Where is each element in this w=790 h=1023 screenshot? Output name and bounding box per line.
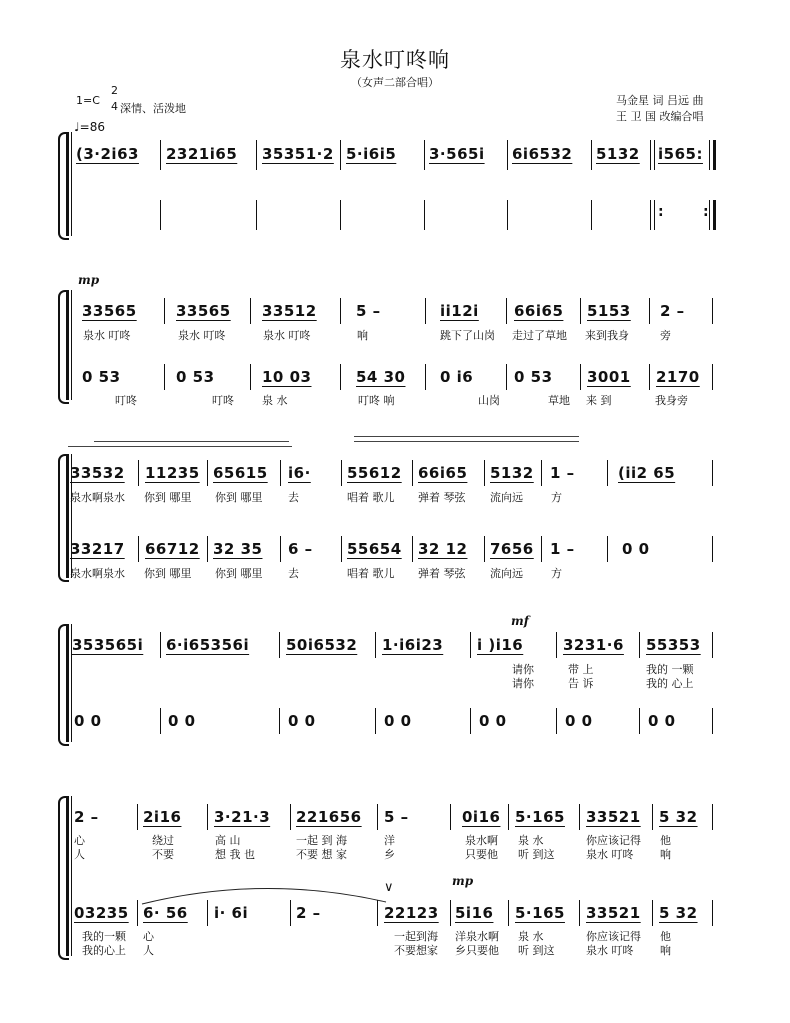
- barline: [160, 140, 161, 170]
- measure-notes: 32 12: [418, 540, 468, 558]
- barline: [654, 140, 655, 170]
- measure-notes: 2170: [656, 368, 700, 386]
- measure-notes: 5132: [490, 464, 534, 482]
- measure-notes: 2 –: [660, 302, 685, 320]
- lyric: 听 到这: [518, 944, 555, 957]
- barline: [579, 900, 580, 926]
- barline: [207, 536, 208, 562]
- measure-notes: 0 0: [288, 712, 316, 730]
- measure-notes: 5 –: [384, 808, 409, 826]
- barline: [639, 708, 640, 734]
- barline: [541, 460, 542, 486]
- lyric: 泉水 叮咚: [263, 329, 311, 342]
- lyric: 泉 水: [518, 834, 544, 847]
- barline: [470, 632, 471, 658]
- lyric: 一起 到 海: [296, 834, 347, 847]
- measure-notes: i· 6i: [214, 904, 249, 922]
- barline: [556, 632, 557, 658]
- barline: [340, 200, 341, 230]
- lyric: 去: [288, 567, 299, 580]
- breath-mark: ∨: [384, 880, 394, 895]
- barline: [650, 200, 651, 230]
- measure-notes: 55353: [646, 636, 701, 654]
- measure-notes: 33521: [586, 808, 641, 826]
- measure-notes: 0 0: [648, 712, 676, 730]
- barline: [340, 140, 341, 170]
- barline: [280, 536, 281, 562]
- barline: [580, 298, 581, 324]
- lyric: 请你: [512, 677, 534, 690]
- measure-notes: 2 –: [74, 808, 99, 826]
- barline: [290, 804, 291, 830]
- barline: [138, 536, 139, 562]
- lyric: 响: [660, 944, 671, 957]
- lyric: 我的心上: [82, 944, 126, 957]
- system-barline: [66, 796, 69, 956]
- barline: [556, 708, 557, 734]
- lyric: 听 到这: [518, 848, 555, 861]
- barline: [424, 140, 425, 170]
- barline: [340, 364, 341, 390]
- barline: [712, 708, 713, 734]
- phrase-line: [68, 446, 292, 447]
- lyric: 不要: [152, 848, 174, 861]
- lyric: 唱着 歌儿: [347, 491, 395, 504]
- barline: [160, 200, 161, 230]
- lyric: 方: [551, 567, 562, 580]
- barline: [541, 536, 542, 562]
- barline: [256, 140, 257, 170]
- end-barline: [709, 140, 710, 170]
- lyric: 唱着 歌儿: [347, 567, 395, 580]
- measure-notes: i565:: [658, 145, 703, 163]
- end-barline: [713, 140, 716, 170]
- lyric: 我的 心上: [646, 677, 694, 690]
- lyric: 绕过: [152, 834, 174, 847]
- measure-notes: 66i65: [514, 302, 564, 320]
- barline: [484, 460, 485, 486]
- barline: [412, 536, 413, 562]
- barline: [250, 364, 251, 390]
- lyric: 泉水啊泉水: [70, 567, 125, 580]
- song-title: 泉水叮咚响: [340, 48, 450, 72]
- measure-notes: 65615: [213, 464, 268, 482]
- measure-notes: 0 0: [622, 540, 650, 558]
- repeat-sign: :: [658, 204, 664, 220]
- lyric: 请你: [512, 663, 534, 676]
- measure-notes: 3·565i: [429, 145, 485, 163]
- barline: [580, 364, 581, 390]
- barline: [712, 632, 713, 658]
- lyric: 我的 一颗: [646, 663, 694, 676]
- lyric: 去: [288, 491, 299, 504]
- lyric: 响: [660, 848, 671, 861]
- barline: [425, 364, 426, 390]
- measure-notes: 0 i6: [440, 368, 474, 386]
- lyric: 泉 水: [262, 394, 288, 407]
- barline: [164, 364, 165, 390]
- measure-notes: 6· 56: [143, 904, 188, 922]
- barline: [137, 900, 138, 926]
- dynamic-mark: mp: [452, 874, 474, 888]
- repeat-sign: :: [703, 204, 709, 220]
- measure-notes: 0 0: [74, 712, 102, 730]
- measure-notes: i )i16: [477, 636, 524, 654]
- lyric: 泉水 叮咚: [83, 329, 131, 342]
- lyric: 泉水 叮咚: [178, 329, 226, 342]
- barline: [164, 298, 165, 324]
- barline: [256, 200, 257, 230]
- lyric: 洋: [384, 834, 395, 847]
- barline: [375, 632, 376, 658]
- measure-notes: 2 –: [296, 904, 321, 922]
- barline: [377, 804, 378, 830]
- measure-notes: (ii2 65: [618, 464, 676, 482]
- measure-notes: 221656: [296, 808, 362, 826]
- barline: [425, 298, 426, 324]
- measure-notes: 66i65: [418, 464, 468, 482]
- lyric: 乡: [384, 848, 395, 861]
- measure-notes: ii12i: [440, 302, 479, 320]
- lyric: 不要 想 家: [296, 848, 347, 861]
- barline: [649, 298, 650, 324]
- measure-notes: 6·i65356i: [166, 636, 250, 654]
- measure-notes: 1·i6i23: [382, 636, 444, 654]
- system-barline: [66, 624, 69, 742]
- lyric: 我身旁: [655, 394, 688, 407]
- lyric: 走过了草地: [512, 329, 567, 342]
- measure-notes: 11235: [145, 464, 200, 482]
- lyric: 乡只要他: [455, 944, 499, 957]
- lyric: 你到 哪里: [215, 491, 263, 504]
- tempo-mark: ♩=86: [74, 120, 105, 134]
- phrase-line: [354, 441, 579, 442]
- measure-notes: 6i6532: [512, 145, 573, 163]
- measure-notes: 7656: [490, 540, 534, 558]
- measure-notes: 0 53: [82, 368, 121, 386]
- barline: [506, 298, 507, 324]
- barline: [377, 900, 378, 926]
- lyric: 我的一颗: [82, 930, 126, 943]
- barline: [639, 632, 640, 658]
- measure-notes: 2i16: [143, 808, 182, 826]
- barline: [506, 364, 507, 390]
- credits-line-2: 王 卫 国 改编合唱: [616, 110, 704, 123]
- barline: [579, 804, 580, 830]
- lyric: 人: [143, 944, 154, 957]
- lyric: 心: [74, 834, 85, 847]
- barline: [507, 140, 508, 170]
- barline: [591, 140, 592, 170]
- barline: [341, 460, 342, 486]
- barline: [279, 632, 280, 658]
- expression-mark: 深情、活泼地: [120, 102, 186, 115]
- lyric: 泉 水: [518, 930, 544, 943]
- barline: [207, 804, 208, 830]
- measure-notes: (3·2i63: [76, 145, 139, 163]
- measure-notes: 0 0: [479, 712, 507, 730]
- barline: [470, 708, 471, 734]
- lyric: 你到 哪里: [144, 567, 192, 580]
- lyric: 跳下了山岗: [440, 329, 495, 342]
- measure-notes: i6·: [288, 464, 311, 482]
- barline: [591, 200, 592, 230]
- measure-notes: 5·165: [515, 904, 565, 922]
- end-barline: [709, 200, 710, 230]
- barline: [137, 804, 138, 830]
- barline: [607, 536, 608, 562]
- measure-notes: 0 0: [565, 712, 593, 730]
- lyric: 只要他: [465, 848, 498, 861]
- phrase-line: [94, 441, 289, 442]
- measure-notes: 3·21·3: [214, 808, 271, 826]
- system-barline: [66, 454, 69, 578]
- lyric: 带 上: [568, 663, 594, 676]
- lyric: 高 山: [215, 834, 241, 847]
- barline: [712, 900, 713, 926]
- lyric: 弹着 琴弦: [418, 491, 466, 504]
- system-barline: [71, 132, 72, 236]
- system-barline: [66, 290, 69, 400]
- lyric: 草地: [548, 394, 570, 407]
- measure-notes: 55654: [347, 540, 402, 558]
- time-signature-bottom: 4: [111, 100, 118, 113]
- measure-notes: 5i16: [455, 904, 494, 922]
- barline: [280, 460, 281, 486]
- measure-notes: 54 30: [356, 368, 406, 386]
- lyric: 他: [660, 930, 671, 943]
- measure-notes: 55612: [347, 464, 402, 482]
- barline: [712, 536, 713, 562]
- lyric: 弹着 琴弦: [418, 567, 466, 580]
- system-barline: [71, 796, 72, 956]
- lyric: 不要想家: [394, 944, 438, 957]
- lyric: 叮咚: [115, 394, 137, 407]
- lyric: 叮咚: [212, 394, 234, 407]
- measure-notes: 5·i6i5: [346, 145, 397, 163]
- measure-notes: 33565: [82, 302, 137, 320]
- key-signature: 1=C: [76, 94, 100, 107]
- barline: [712, 804, 713, 830]
- barline: [138, 460, 139, 486]
- barline: [508, 900, 509, 926]
- measure-notes: 33532: [70, 464, 125, 482]
- measure-notes: 5 –: [356, 302, 381, 320]
- measure-notes: 66712: [145, 540, 200, 558]
- lyric: 响: [357, 329, 368, 342]
- measure-notes: 33217: [70, 540, 125, 558]
- lyric: 山岗: [478, 394, 500, 407]
- measure-notes: 33565: [176, 302, 231, 320]
- measure-notes: 03235: [74, 904, 129, 922]
- lyric: 来到我身: [585, 329, 629, 342]
- barline: [290, 900, 291, 926]
- barline: [450, 804, 451, 830]
- measure-notes: 0i16: [462, 808, 501, 826]
- lyric: 泉水啊泉水: [70, 491, 125, 504]
- measure-notes: 0 53: [514, 368, 553, 386]
- barline: [712, 298, 713, 324]
- phrase-line: [354, 436, 579, 437]
- measure-notes: 5153: [587, 302, 631, 320]
- measure-notes: 6 –: [288, 540, 313, 558]
- barline: [160, 632, 161, 658]
- lyric: 告 诉: [568, 677, 594, 690]
- barline: [507, 200, 508, 230]
- credits-line-1: 马金星 词 吕远 曲: [616, 94, 704, 107]
- measure-notes: 1 –: [550, 464, 575, 482]
- barline: [652, 804, 653, 830]
- lyric: 你应该记得: [586, 834, 641, 847]
- dynamic-mark: mp: [78, 273, 100, 287]
- lyric: 旁: [660, 329, 671, 342]
- barline: [250, 298, 251, 324]
- barline: [424, 200, 425, 230]
- lyric: 洋泉水啊: [455, 930, 499, 943]
- barline: [654, 200, 655, 230]
- measure-notes: 35351·2: [262, 145, 334, 163]
- barline: [712, 460, 713, 486]
- barline: [279, 708, 280, 734]
- measure-notes: 0 0: [168, 712, 196, 730]
- measure-notes: 5·165: [515, 808, 565, 826]
- barline: [650, 140, 651, 170]
- system-barline: [66, 132, 69, 236]
- lyric: 一起到海: [394, 930, 438, 943]
- measure-notes: 0 53: [176, 368, 215, 386]
- lyric: 你应该记得: [586, 930, 641, 943]
- lyric: 流向远: [490, 491, 523, 504]
- measure-notes: 0 0: [384, 712, 412, 730]
- barline: [340, 298, 341, 324]
- time-signature-top: 2: [111, 84, 118, 97]
- lyric: 人: [74, 848, 85, 861]
- end-barline: [713, 200, 716, 230]
- lyric: 方: [551, 491, 562, 504]
- lyric: 心: [143, 930, 154, 943]
- measure-notes: 50i6532: [286, 636, 358, 654]
- barline: [160, 708, 161, 734]
- barline: [207, 900, 208, 926]
- lyric: 泉水 叮咚: [586, 944, 634, 957]
- measure-notes: 1 –: [550, 540, 575, 558]
- barline: [484, 536, 485, 562]
- measure-notes: 353565i: [72, 636, 144, 654]
- barline: [341, 536, 342, 562]
- measure-notes: 22123: [384, 904, 439, 922]
- measure-notes: 33512: [262, 302, 317, 320]
- lyric: 泉水啊: [465, 834, 498, 847]
- barline: [508, 804, 509, 830]
- lyric: 你到 哪里: [144, 491, 192, 504]
- measure-notes: 33521: [586, 904, 641, 922]
- measure-notes: 5132: [596, 145, 640, 163]
- barline: [207, 460, 208, 486]
- lyric: 你到 哪里: [215, 567, 263, 580]
- barline: [652, 900, 653, 926]
- lyric: 想 我 也: [215, 848, 255, 861]
- barline: [412, 460, 413, 486]
- dynamic-mark: mf: [511, 614, 529, 628]
- measure-notes: 3231·6: [563, 636, 624, 654]
- lyric: 泉水 叮咚: [586, 848, 634, 861]
- barline: [607, 460, 608, 486]
- barline: [649, 364, 650, 390]
- song-subtitle: （女声二部合唱）: [351, 76, 439, 89]
- measure-notes: 5 32: [659, 904, 698, 922]
- measure-notes: 32 35: [213, 540, 263, 558]
- measure-notes: 10 03: [262, 368, 312, 386]
- barline: [450, 900, 451, 926]
- measure-notes: 5 32: [659, 808, 698, 826]
- lyric: 叮咚 响: [358, 394, 395, 407]
- barline: [375, 708, 376, 734]
- barline: [712, 364, 713, 390]
- lyric: 来 到: [586, 394, 612, 407]
- measure-notes: 3001: [587, 368, 631, 386]
- lyric: 流向远: [490, 567, 523, 580]
- system-barline: [71, 290, 72, 400]
- measure-notes: 2321i65: [166, 145, 238, 163]
- lyric: 他: [660, 834, 671, 847]
